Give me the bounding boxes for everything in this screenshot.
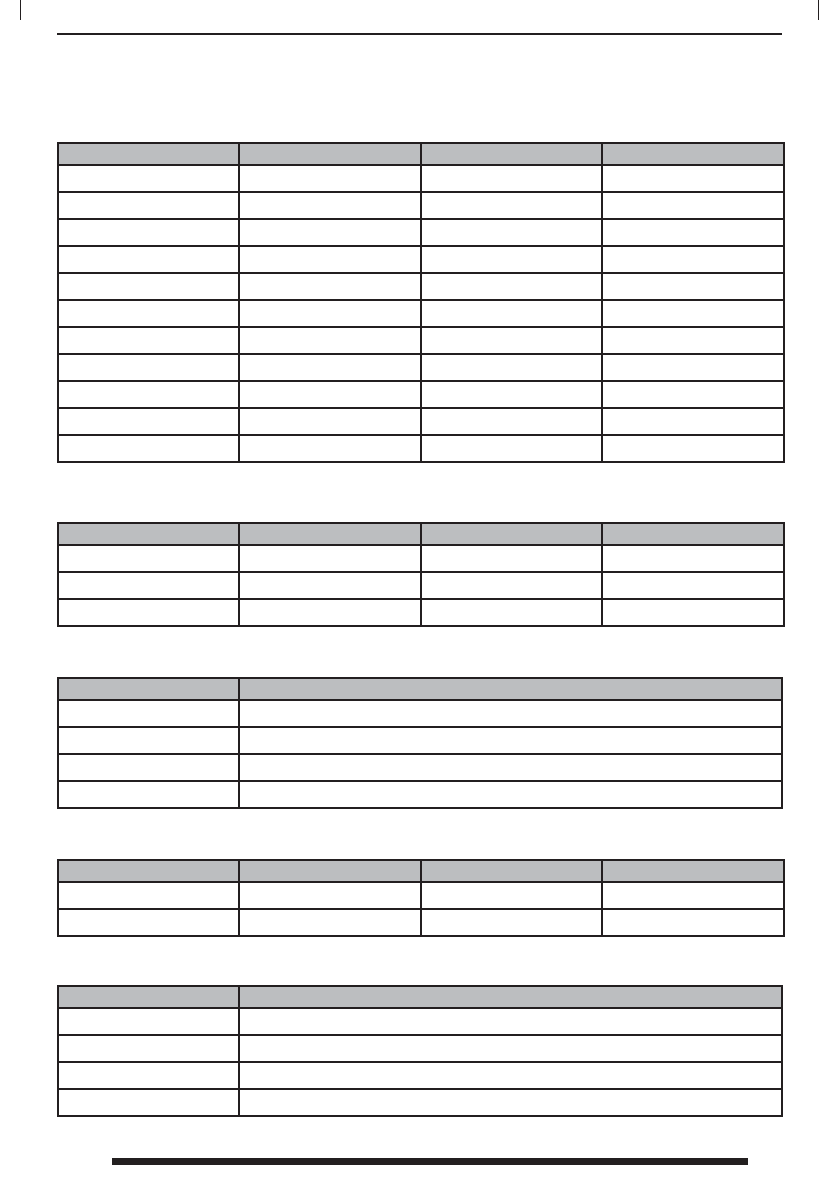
table-cell[interactable]	[602, 165, 784, 192]
table-row	[58, 909, 784, 936]
table-cell[interactable]	[602, 354, 784, 381]
table-cell[interactable]	[239, 192, 421, 219]
table-row	[58, 327, 784, 354]
table-cell[interactable]	[239, 300, 421, 327]
blank-table-3	[57, 677, 783, 809]
blank-table-2	[57, 522, 785, 627]
table-row	[58, 381, 784, 408]
table-cell[interactable]	[602, 192, 784, 219]
table-cell[interactable]	[421, 354, 602, 381]
table-row	[58, 599, 784, 626]
table-header-row	[58, 143, 784, 165]
table-cell[interactable]	[58, 435, 239, 462]
table-cell[interactable]	[58, 727, 239, 754]
table-cell[interactable]	[421, 408, 602, 435]
table-cell[interactable]	[58, 192, 239, 219]
table-cell[interactable]	[239, 246, 421, 273]
table-row	[58, 572, 784, 599]
table-cell[interactable]	[602, 909, 784, 936]
table-cell[interactable]	[58, 700, 239, 727]
table-cell[interactable]	[58, 599, 239, 626]
table-cell[interactable]	[239, 1089, 782, 1116]
header-cell	[421, 860, 602, 882]
table-cell[interactable]	[239, 435, 421, 462]
table-row	[58, 192, 784, 219]
table-cell[interactable]	[602, 246, 784, 273]
table-cell[interactable]	[239, 1008, 782, 1035]
table-cell[interactable]	[239, 882, 421, 909]
header-cell	[239, 143, 421, 165]
table-cell[interactable]	[602, 408, 784, 435]
table-row	[58, 354, 784, 381]
table-cell[interactable]	[421, 273, 602, 300]
table-cell[interactable]	[421, 327, 602, 354]
table-row	[58, 1035, 782, 1062]
table-row	[58, 1008, 782, 1035]
table-cell[interactable]	[58, 1008, 239, 1035]
table-cell[interactable]	[602, 381, 784, 408]
table-cell[interactable]	[58, 882, 239, 909]
table-cell[interactable]	[239, 781, 782, 808]
table-cell[interactable]	[421, 192, 602, 219]
header-cell	[602, 143, 784, 165]
blank-table-5	[57, 985, 783, 1117]
table-cell[interactable]	[239, 909, 421, 936]
header-cell	[239, 986, 782, 1008]
header-cell	[58, 143, 239, 165]
header-cell	[58, 986, 239, 1008]
table-row	[58, 1089, 782, 1116]
table-cell[interactable]	[58, 381, 239, 408]
table-header-row	[58, 860, 784, 882]
table-row	[58, 882, 784, 909]
table-cell[interactable]	[58, 1062, 239, 1089]
table-header-row	[58, 523, 784, 545]
table-header-row	[58, 986, 782, 1008]
table-cell[interactable]	[58, 408, 239, 435]
table-cell[interactable]	[58, 754, 239, 781]
table-cell[interactable]	[58, 327, 239, 354]
table-cell[interactable]	[602, 599, 784, 626]
table-cell[interactable]	[239, 408, 421, 435]
table-cell[interactable]	[58, 300, 239, 327]
table-cell[interactable]	[58, 1035, 239, 1062]
table-row	[58, 273, 784, 300]
table-row	[58, 545, 784, 572]
table-cell[interactable]	[58, 909, 239, 936]
blank-table-1	[57, 142, 785, 463]
top-rule	[57, 33, 782, 35]
header-cell	[602, 860, 784, 882]
table-cell[interactable]	[239, 273, 421, 300]
table-row	[58, 1062, 782, 1089]
table-cell[interactable]	[239, 165, 421, 192]
table-row	[58, 165, 784, 192]
table-cell[interactable]	[58, 545, 239, 572]
table-cell[interactable]	[421, 435, 602, 462]
blank-table-4	[57, 859, 785, 937]
crop-mark-right	[818, 0, 819, 20]
table-cell[interactable]	[421, 909, 602, 936]
table-cell[interactable]	[602, 273, 784, 300]
table-cell[interactable]	[58, 572, 239, 599]
header-cell	[602, 523, 784, 545]
table-cell[interactable]	[421, 165, 602, 192]
header-cell	[58, 523, 239, 545]
table-row	[58, 781, 782, 808]
table-cell[interactable]	[602, 882, 784, 909]
table-row	[58, 700, 782, 727]
table-cell[interactable]	[239, 381, 421, 408]
table-row	[58, 300, 784, 327]
table-cell[interactable]	[239, 327, 421, 354]
table-cell[interactable]	[602, 300, 784, 327]
table-cell[interactable]	[58, 165, 239, 192]
table-cell[interactable]	[239, 1062, 782, 1089]
table-cell[interactable]	[602, 219, 784, 246]
table-cell[interactable]	[58, 219, 239, 246]
table-cell[interactable]	[421, 381, 602, 408]
table-row	[58, 246, 784, 273]
table-cell[interactable]	[421, 219, 602, 246]
table-cell[interactable]	[421, 599, 602, 626]
table-row	[58, 408, 784, 435]
header-cell	[239, 523, 421, 545]
table-cell[interactable]	[239, 700, 782, 727]
crop-mark-left	[20, 0, 21, 20]
table-row	[58, 219, 784, 246]
table-row	[58, 435, 784, 462]
table-cell[interactable]	[421, 882, 602, 909]
table-cell[interactable]	[58, 354, 239, 381]
header-cell	[58, 860, 239, 882]
header-cell	[239, 678, 782, 700]
table-cell[interactable]	[239, 1035, 782, 1062]
table-cell[interactable]	[239, 572, 421, 599]
header-cell	[421, 523, 602, 545]
table-cell[interactable]	[421, 300, 602, 327]
header-cell	[239, 860, 421, 882]
table-cell[interactable]	[239, 727, 782, 754]
table-cell[interactable]	[58, 246, 239, 273]
table-row	[58, 754, 782, 781]
table-cell[interactable]	[421, 545, 602, 572]
table-cell[interactable]	[421, 572, 602, 599]
table-cell[interactable]	[239, 545, 421, 572]
table-cell[interactable]	[58, 273, 239, 300]
table-cell[interactable]	[602, 327, 784, 354]
table-cell[interactable]	[58, 1089, 239, 1116]
header-cell	[421, 143, 602, 165]
table-row	[58, 727, 782, 754]
table-header-row	[58, 678, 782, 700]
table-cell[interactable]	[239, 354, 421, 381]
table-cell[interactable]	[239, 599, 421, 626]
table-cell[interactable]	[602, 572, 784, 599]
header-cell	[58, 678, 239, 700]
table-cell[interactable]	[239, 754, 782, 781]
table-cell[interactable]	[239, 219, 421, 246]
table-cell[interactable]	[421, 246, 602, 273]
table-cell[interactable]	[602, 545, 784, 572]
table-cell[interactable]	[602, 435, 784, 462]
bottom-bar	[112, 1158, 748, 1165]
table-cell[interactable]	[58, 781, 239, 808]
